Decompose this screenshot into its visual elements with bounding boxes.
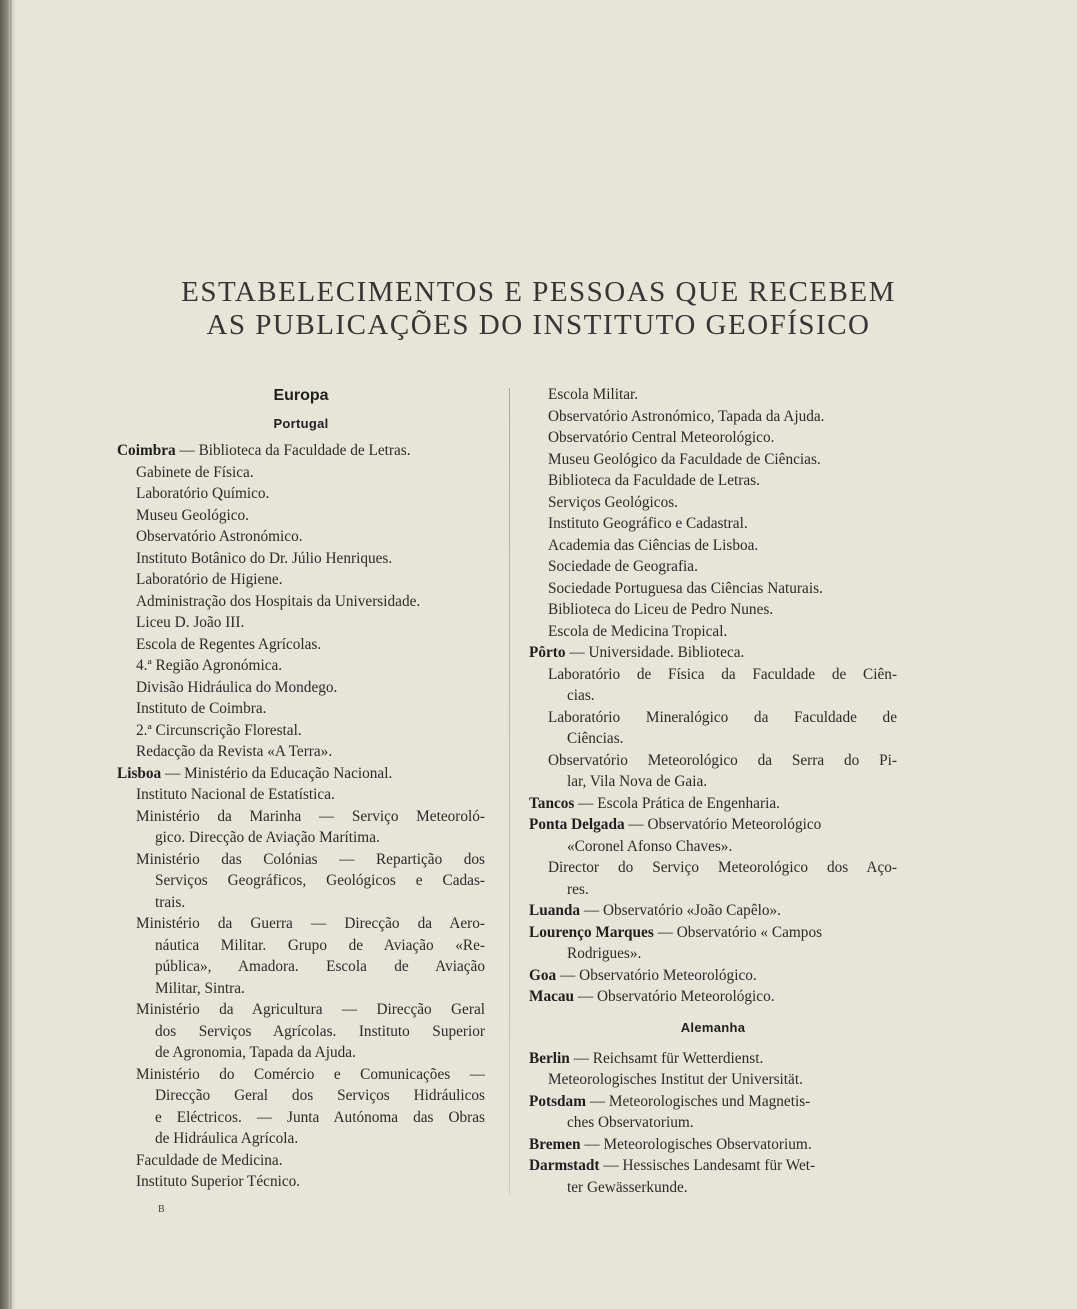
list-item: 2.ª Circunscrição Florestal. <box>136 721 302 739</box>
entry-macau <box>529 986 897 1008</box>
place-name: Lourenço Marques <box>529 923 654 941</box>
place-name: Macau <box>529 988 575 1005</box>
list-item-cont: lar, Vila Nova de Gaia. <box>567 773 708 790</box>
list-item: Sociedade de Geografia. <box>548 558 698 575</box>
list-item: Ministério da Agricultura — Direcção Geral <box>136 1001 485 1018</box>
list-item: Ministério da Guerra — Direcção da Aero- <box>136 915 485 932</box>
list-item-cont: Militar, Sintra. <box>155 979 245 997</box>
place-name: Goa <box>529 966 557 984</box>
list-item: Divisão Hidráulica do Mondego. <box>136 678 338 696</box>
entry-text: — Ministério da Educação Nacional. <box>161 764 393 782</box>
list-item: Museu Geológico. <box>136 506 250 524</box>
entry-berlin <box>529 1048 897 1070</box>
entry-text: — Reichsamt für Wetterdienst. <box>569 1049 764 1067</box>
list-item: Escola de Medicina Tropical. <box>548 622 728 640</box>
list-item-cont: pública», Amadora. Escola de Aviação <box>155 958 485 975</box>
list-item: Redacção da Revista «A Terra». <box>136 743 333 760</box>
list-item-cont: res. <box>567 880 589 898</box>
list-item: Escola Militar. <box>548 386 639 403</box>
left-column <box>117 384 485 1193</box>
page-fold <box>10 0 16 1309</box>
list-item: Ministério das Colónias — Repartição dos <box>136 850 485 868</box>
entry-potsdam <box>529 1091 897 1113</box>
list-item: Liceu D. João III. <box>136 614 245 631</box>
list-item: Serviços Geológicos. <box>548 493 679 511</box>
place-name: Potsdam <box>529 1092 586 1110</box>
entry-text: — Universidade. Biblioteca. <box>565 644 745 661</box>
list-item: Instituto Geográfico e Cadastral. <box>548 515 748 532</box>
list-item: Instituto de Coimbra. <box>136 700 267 717</box>
entry-text: — Biblioteca da Faculdade de Letras. <box>175 442 411 459</box>
list-item: Administração dos Hospitais da Universidade. <box>136 592 421 610</box>
entry-lourenco-marques <box>529 922 897 944</box>
signature-mark: B <box>158 1204 165 1215</box>
list-item-cont: ter Gewässerkunde. <box>567 1178 688 1196</box>
entry-tancos <box>529 793 897 815</box>
list-item: Ministério da Marinha — Serviço Meteoroló- <box>136 807 485 825</box>
list-item: Observatório Astronómico, Tapada da Ajuda. <box>548 407 825 425</box>
list-item-cont: Serviços Geográficos, Geológicos e Cadas- <box>155 872 485 889</box>
list-item-cont: Ciências. <box>567 730 624 747</box>
list-item: Biblioteca do Liceu de Pedro Nunes. <box>548 601 774 618</box>
list-item: Director do Serviço Meteorológico dos Aço- <box>548 859 897 876</box>
list-item: 4.ª Região Agronómica. <box>136 657 283 674</box>
list-item: Instituto Superior Técnico. <box>136 1173 301 1190</box>
entry-lisboa <box>117 763 485 785</box>
list-item-cont: Direcção Geral dos Serviços Hidráulicos <box>155 1087 485 1104</box>
list-item: Observatório Central Meteorológico. <box>548 429 775 446</box>
entry-text: — Meteorologisches und Magnetis- <box>585 1092 811 1110</box>
place-name: Luanda <box>529 902 581 919</box>
entry-text: — Escola Prática de Engenharia. <box>574 794 780 812</box>
list-item: Laboratório de Física da Faculdade de Ciên- <box>548 665 897 683</box>
place-name: Coimbra <box>117 442 176 459</box>
entry-goa <box>529 965 897 987</box>
entry-text: — Observatório Meteorológico <box>624 816 822 833</box>
list-item: Instituto Botânico do Dr. Júlio Henriques. <box>136 549 393 567</box>
list-item-cont: de Agronomia, Tapada da Ajuda. <box>155 1044 356 1061</box>
list-item: Biblioteca da Faculdade de Letras. <box>548 472 760 489</box>
list-item: Gabinete de Física. <box>136 463 254 481</box>
list-item: Meteorologisches Institut der Universität. <box>548 1071 803 1088</box>
entry-text: — Observatório « Campos <box>653 923 823 941</box>
list-item: Sociedade Portuguesa das Ciências Naturais. <box>548 579 823 597</box>
list-item-cont: dos Serviços Agrícolas. Instituto Superior <box>155 1022 485 1040</box>
list-item-cont: trais. <box>155 893 186 911</box>
entry-text: — Observatório Meteorológico. <box>574 988 775 1005</box>
list-item: Laboratório Químico. <box>136 485 270 502</box>
subsection-heading-portugal: Portugal <box>273 416 329 431</box>
right-column <box>529 384 897 1198</box>
list-item: Observatório Meteorológico da Serra do Pi- <box>548 751 897 769</box>
section-heading-europa: Europa <box>273 387 329 404</box>
page-title-line-1: ESTABELECIMENTOS E PESSOAS QUE RECEBEM <box>181 276 896 308</box>
entry-text: — Meteorologisches Observatorium. <box>580 1135 812 1153</box>
place-name: Bremen <box>529 1135 581 1153</box>
place-name: Berlin <box>529 1049 570 1067</box>
entry-coimbra <box>117 440 485 462</box>
list-item-cont: gico. Direcção de Aviação Marítima. <box>155 829 380 846</box>
entry-bremen <box>529 1134 897 1156</box>
place-name: Pôrto <box>529 644 566 661</box>
place-name: Ponta Delgada <box>529 816 625 833</box>
list-item: Academia das Ciências de Lisboa. <box>548 536 759 554</box>
list-item-cont: náutica Militar. Grupo de Aviação «Re- <box>155 936 485 954</box>
entry-text: — Observatório «João Capêlo». <box>580 902 781 919</box>
list-item-cont: «Coronel Afonso Chaves». <box>567 837 733 855</box>
column-divider <box>509 388 510 1194</box>
place-name: Darmstadt <box>529 1157 600 1174</box>
list-item: Instituto Nacional de Estatística. <box>136 786 335 803</box>
list-item-cont: Rodrigues». <box>567 945 642 962</box>
list-item-cont: ches Observatorium. <box>567 1114 694 1131</box>
entry-darmstadt <box>529 1155 897 1177</box>
list-item: Escola de Regentes Agrícolas. <box>136 635 322 653</box>
list-item: Observatório Astronómico. <box>136 528 303 545</box>
list-item: Laboratório de Higiene. <box>136 571 283 588</box>
subsection-heading-alemanha: Alemanha <box>680 1019 746 1035</box>
list-item: Museu Geológico da Faculdade de Ciências. <box>548 450 821 468</box>
list-item-cont: cias. <box>567 687 595 704</box>
list-item: Laboratório Mineralógico da Faculdade de <box>548 708 897 726</box>
page-title-line-2: AS PUBLICAÇÕES DO INSTITUTO GEOFÍSICO <box>206 309 871 341</box>
entry-luanda <box>529 900 897 922</box>
entry-text: — Hessisches Landesamt für Wet- <box>599 1157 816 1174</box>
place-name: Lisboa <box>117 764 162 782</box>
place-name: Tancos <box>529 794 575 812</box>
list-item: Ministério do Comércio e Comunicações — <box>136 1065 485 1083</box>
entry-text: — Observatório Meteorológico. <box>556 966 757 984</box>
list-item-cont: de Hidráulica Agrícola. <box>155 1130 299 1147</box>
list-item: Faculdade de Medicina. <box>136 1151 283 1169</box>
entry-porto <box>529 642 897 664</box>
entry-ponta-delgada <box>529 814 897 836</box>
list-item-cont: e Eléctricos. — Junta Autónoma das Obras <box>155 1108 485 1126</box>
